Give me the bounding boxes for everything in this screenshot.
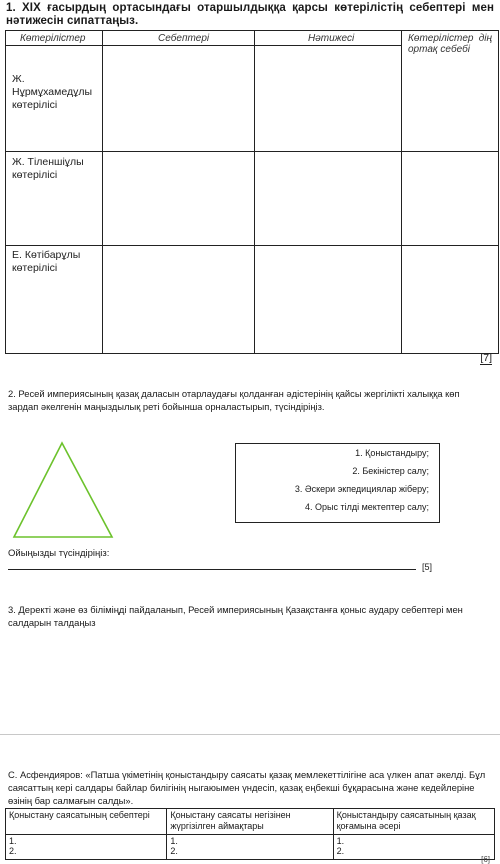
- row-divider: [6, 245, 498, 246]
- header-resettlement-impact: Қоныстандыру саясатының қазақ қоғамына әсері: [333, 809, 494, 835]
- question-2-text: 2. Ресей империясының қазақ даласын отарлаудағы қолданған әдістерінің қайсы жергілікті халыққа көп зардап әкелгенін маңыздылық реті бойынша орналастырып, түсіндіріңіз.: [8, 388, 460, 412]
- table-column-divider: [254, 31, 255, 353]
- table-cell[interactable]: [167, 834, 333, 860]
- header-uprisings: Көтерілістер: [20, 33, 86, 44]
- header-causes: Себептері: [158, 33, 210, 44]
- cell-number: 1.: [336, 835, 345, 846]
- header-resettlement-regions: Қоныстану саясаты негізінен жүргізілген аймақтары: [167, 809, 333, 835]
- header-common-cause: Көтерілістер дің ортақ себебі: [408, 33, 492, 55]
- method-item: 4. Орыс тілді мектептер салу;: [304, 502, 429, 512]
- row-divider: [6, 151, 498, 152]
- mark-q4-fragment: [6]: [481, 855, 490, 864]
- cell-number: 1.: [9, 835, 17, 846]
- cell-number: 2.: [336, 846, 345, 856]
- row-label-kotibar: Е. Көтібарұлы көтерілісі: [12, 249, 81, 274]
- explain-label: Ойыңызды түсіндіріңіз:: [8, 548, 110, 559]
- question-3-text: 3. Деректі және өз біліміңді пайдаланып, Ресей империясының Қазақстанға қоныс аудару себептері мен салдарын талдаңыз: [8, 604, 463, 628]
- method-item: 2. Бекіністер салу;: [352, 466, 429, 476]
- header-divider: [6, 45, 401, 46]
- table-column-divider: [102, 31, 103, 353]
- header-results: Нәтижесі: [308, 33, 355, 44]
- table-column-divider: [401, 31, 402, 353]
- table-cell[interactable]: [6, 834, 167, 860]
- answer-line[interactable]: [8, 569, 416, 570]
- question-1-title: 1. XIX ғасырдың ортасындағы отаршылдыққа қарсы көтерілістің себептері мен нәтижесін сипаттаңыз.: [6, 2, 494, 27]
- resettlement-table: [5, 808, 495, 860]
- cell-number: 1.: [170, 835, 178, 846]
- quote-text: С. Асфендияров: «Патша үкіметінің қоныстандыру саясаты қазақ мемлекеттілігіне аса үлкен апат әкелді. Бұл саясаттың кері салдары байлар билігінің ныгаюымен үндесіп, қазақ еңбекші бұқарасына және кедейлеріне өзінің бар салмағын салды».: [8, 769, 486, 807]
- row-label-tilenshi: Ж. Тіленшіұлы көтерілісі: [12, 156, 84, 181]
- triangle-shape: [14, 443, 112, 537]
- mark-q1: [7]: [480, 352, 492, 364]
- cell-number: 2.: [170, 846, 178, 856]
- page-separator: [0, 734, 500, 735]
- method-item: 3. Әскери экпедициялар жіберу;: [294, 484, 429, 494]
- methods-list-box: [235, 443, 440, 523]
- mark-q2: [5]: [422, 562, 433, 572]
- ranking-triangle: [10, 437, 120, 542]
- method-item: 1. Қоныстандыру;: [355, 448, 429, 458]
- header-resettlement-causes: Қоныстану саясатының себептері: [6, 809, 167, 835]
- uprisings-table: [5, 30, 499, 354]
- table-cell[interactable]: [333, 834, 494, 860]
- cell-number: 2.: [9, 846, 17, 856]
- row-label-nurmukhamed: Ж. Нұрмұхамедұлы көтерілісі: [12, 73, 92, 111]
